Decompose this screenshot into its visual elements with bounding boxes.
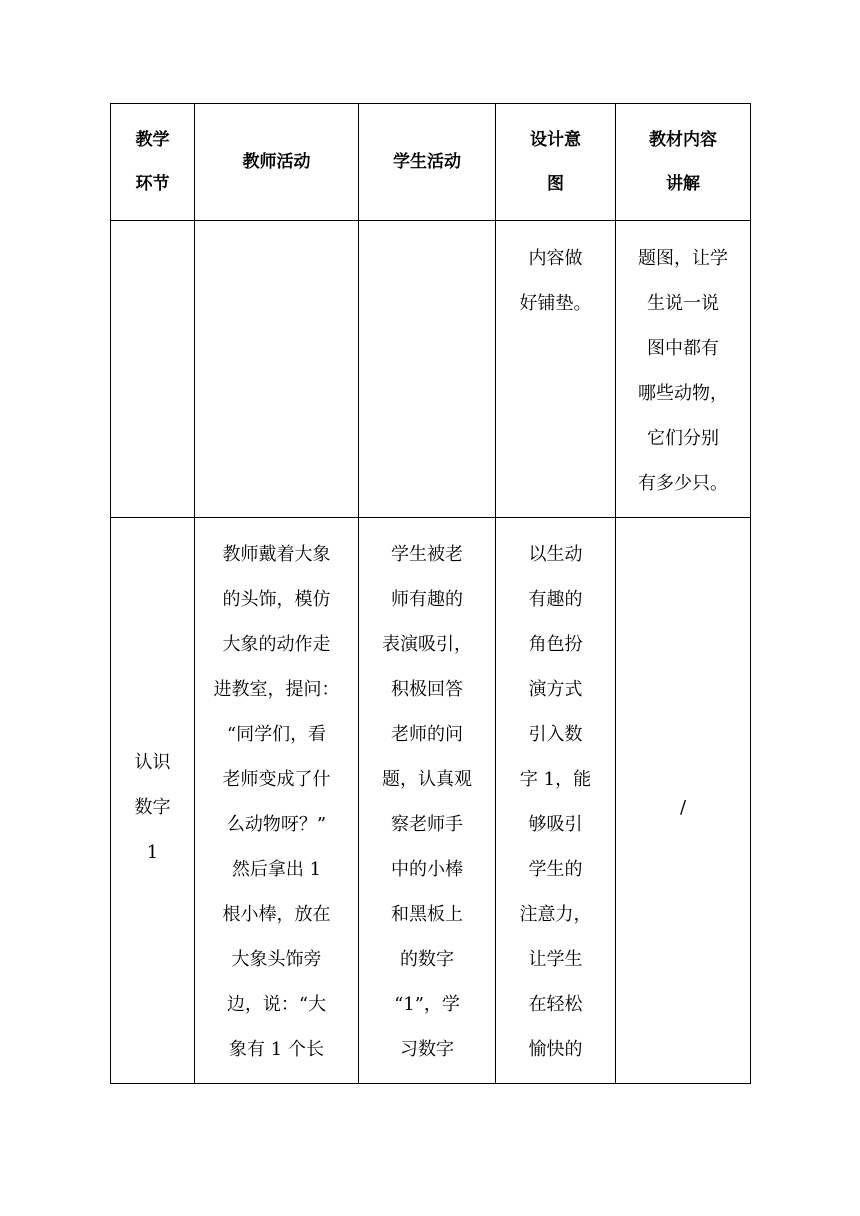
cell-design: 以生动 有趣的 角色扮 演方式 引入数 字 1，能 够吸引 学生的 注意力， 让学生 在轻松 愉快的 [496, 518, 616, 1084]
header-stage: 教学 环节 [111, 104, 195, 221]
header-row [111, 104, 751, 221]
header-teacher-activity: 教师活动 [195, 104, 359, 221]
lesson-plan-table [110, 103, 751, 1084]
cell-teacher: 教师戴着大象 的头饰，模仿 大象的动作走 进教室，提问： “同学们，看 老师变成了什 么动物呀？” 然后拿出 1 根小棒，放在 大象头饰旁 边，说：“大 象有 1 个长 [195, 518, 359, 1084]
cell-design: 内容做 好铺垫。 [496, 221, 616, 518]
header-material-explanation: 教材内容 讲解 [616, 104, 751, 221]
cell-student [359, 221, 496, 518]
header-design-intent: 设计意 图 [496, 104, 616, 221]
cell-teacher [195, 221, 359, 518]
cell-material: 题图，让学 生说一说 图中都有 哪些动物， 它们分别 有多少只。 [616, 221, 751, 518]
cell-stage: 认识 数字 1 [111, 518, 195, 1084]
table-row [111, 518, 751, 1084]
header-student-activity: 学生活动 [359, 104, 496, 221]
table-row [111, 221, 751, 518]
cell-stage [111, 221, 195, 518]
cell-material: / [616, 518, 751, 1084]
cell-student: 学生被老 师有趣的 表演吸引， 积极回答 老师的问 题，认真观 察老师手 中的小棒 和黑板上 的数字 “1”，学 习数字 [359, 518, 496, 1084]
